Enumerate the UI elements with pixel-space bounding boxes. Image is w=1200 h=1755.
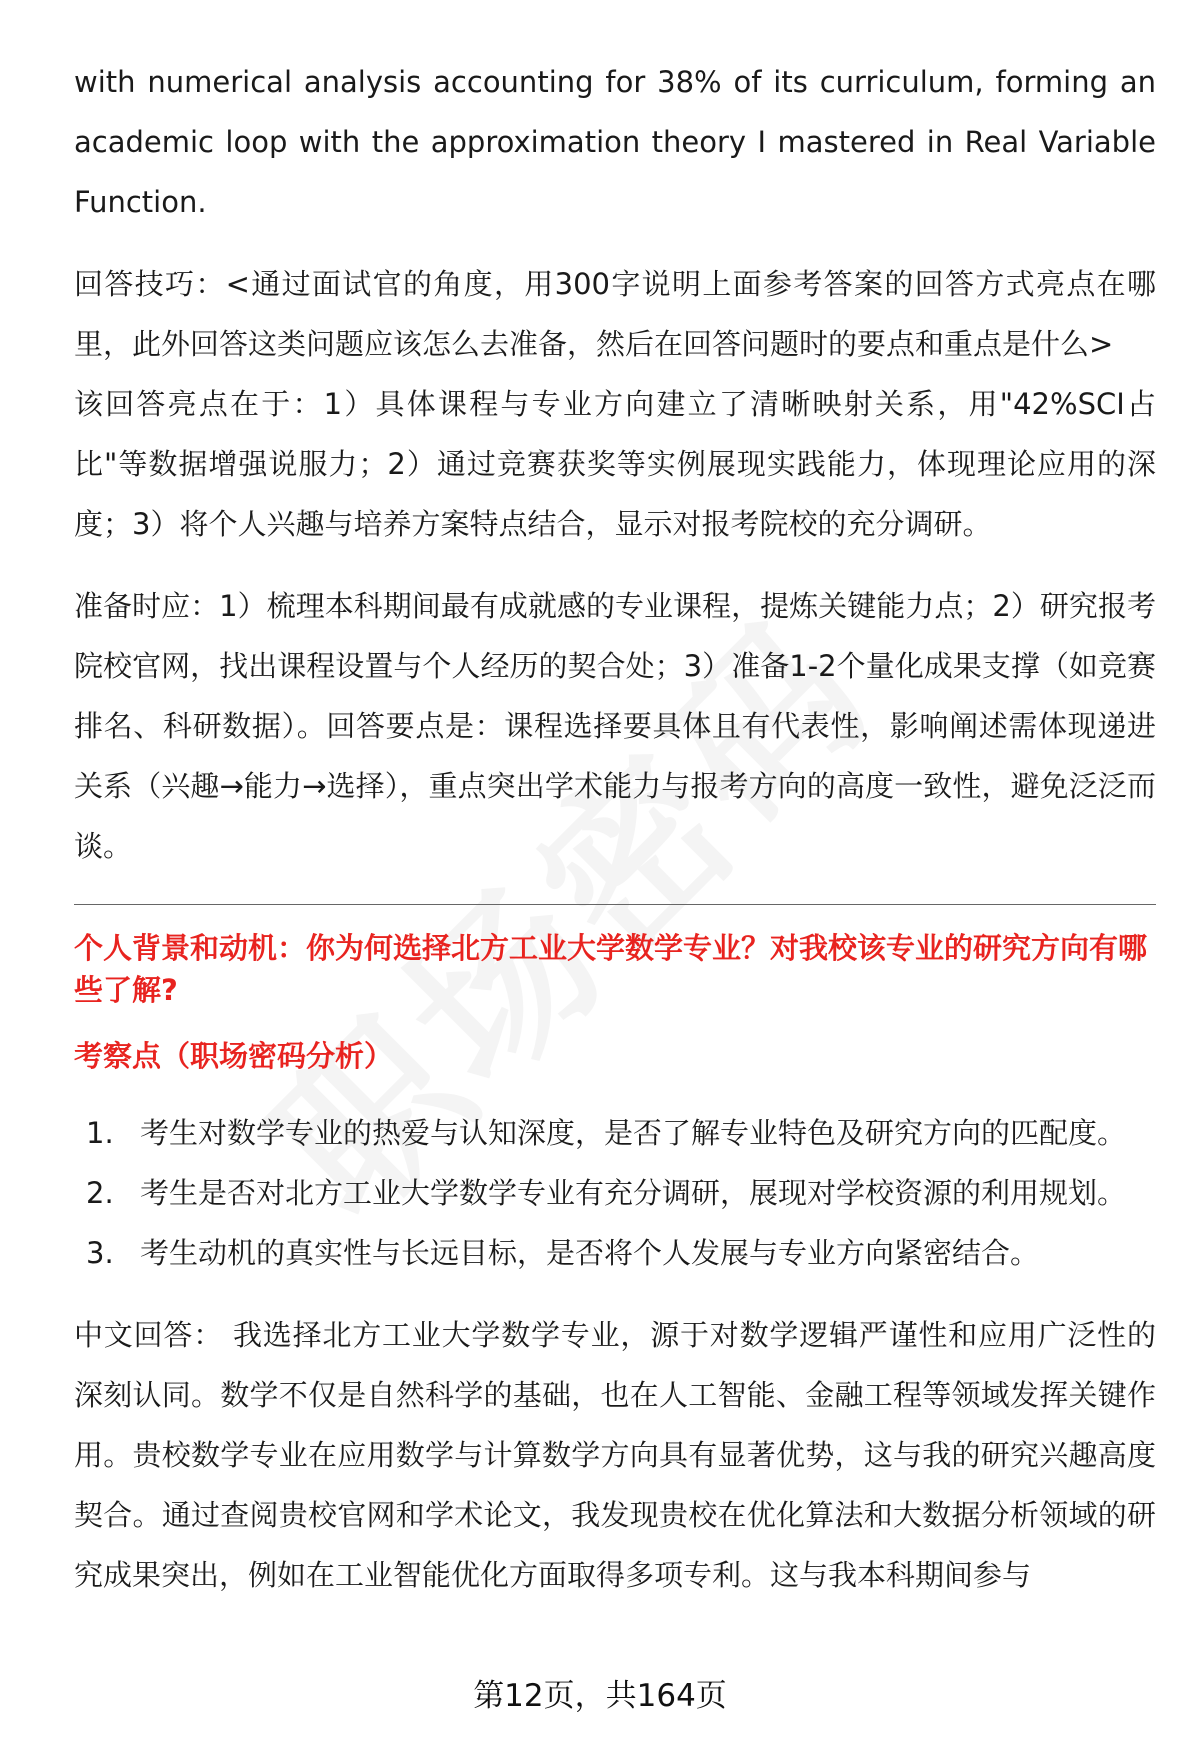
document-page — [74, 52, 1156, 1605]
page-number: 第12页，共164页 — [473, 1678, 727, 1714]
answer-tips-prompt: 回答技巧：<通过面试官的角度，用300字说明上面参考答案的回答方式亮点在哪里，此外回答这类问题应该怎么去准备，然后在回答问题时的要点和重点是什么> — [74, 267, 1156, 361]
preparation-advice: 准备时应：1）梳理本科期间最有成就感的专业课程，提炼关键能力点；2）研究报考院校官网，找出课程设置与个人经历的契合处；3）准备1-2个量化成果支撑（如竞赛排名、科研数据）。回答要点是：课程选择要具体且有代表性，影响阐述需体现递进关系（兴趣→能力→选择），重点突出学术能力与报考方向的高度一致性，避免泛泛而谈。 — [74, 589, 1156, 863]
assessment-points-list — [74, 1103, 1156, 1283]
section-divider — [74, 904, 1156, 905]
chinese-answer: 中文回答： 我选择北方工业大学数学专业，源于对数学逻辑严谨性和应用广泛性的深刻认同。数学不仅是自然科学的基础，也在人工智能、金融工程等领域发挥关键作用。贵校数学专业在应用数学与计算数学方向具有显著优势，这与我的研究兴趣高度契合。通过查阅贵校官网和学术论文，我发现贵校在优化算法和大数据分析领域的研究成果突出，例如在工业智能优化方面取得多项专利。这与我本科期间参与 — [74, 1318, 1156, 1592]
list-item — [74, 1223, 1156, 1283]
list-item — [74, 1163, 1156, 1223]
answer-highlights: 该回答亮点在于：1）具体课程与专业方向建立了清晰映射关系，用"42%SCI占比"等数据增强说服力；2）通过竞赛获奖等实例展现实践能力，体现理论应用的深度；3）将个人兴趣与培养方案特点结合，显示对报考院校的充分调研。 — [74, 387, 1156, 541]
english-answer-continuation: with numerical analysis accounting for 38% of its curriculum, forming an academic loop with the approximation theory I mastered in Real Variable Function. — [74, 65, 1156, 219]
list-item-number: 1. — [86, 1116, 114, 1150]
analysis-heading: 考察点（职场密码分析） — [74, 1039, 394, 1073]
list-item-text: 考生是否对北方工业大学数学专业有充分调研，展现对学校资源的利用规划。 — [140, 1176, 1127, 1210]
list-item-text: 考生动机的真实性与长远目标，是否将个人发展与专业方向紧密结合。 — [140, 1236, 1040, 1270]
list-item-number: 2. — [86, 1176, 114, 1210]
list-item — [74, 1103, 1156, 1163]
list-item-number: 3. — [86, 1236, 114, 1270]
question-heading: 个人背景和动机：你为何选择北方工业大学数学专业？对我校该专业的研究方向有哪些了解? — [74, 931, 1148, 1007]
list-item-text: 考生对数学专业的热爱与认知深度，是否了解专业特色及研究方向的匹配度。 — [140, 1116, 1127, 1150]
